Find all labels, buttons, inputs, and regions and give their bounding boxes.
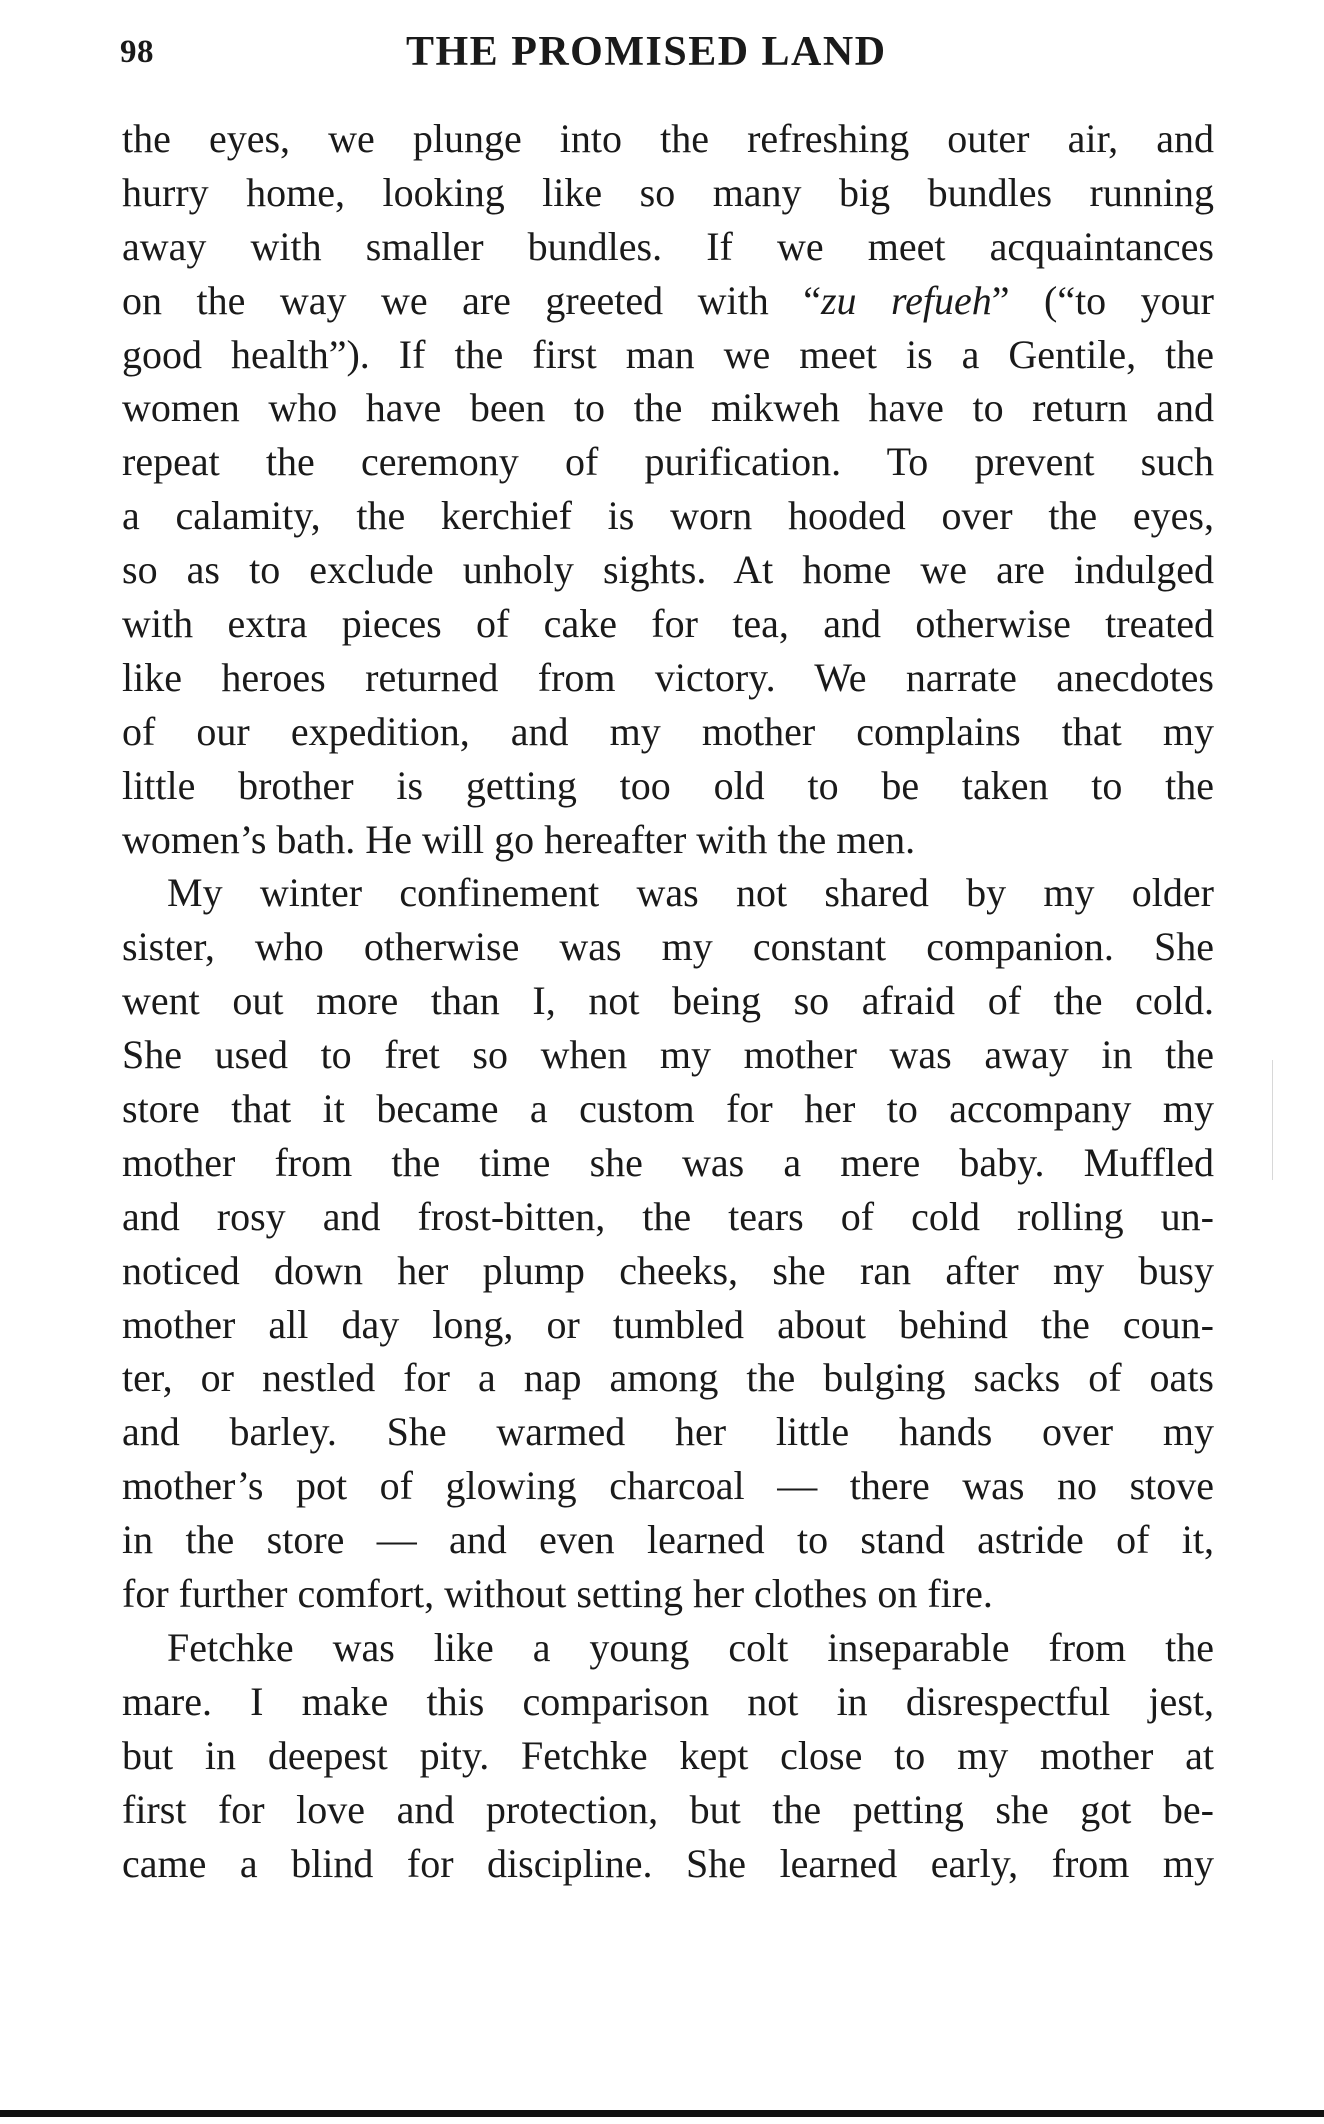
text-line: like heroes returned from victory. We narrate anecdotes — [122, 654, 1214, 700]
text-line: noticed down her plump cheeks, she ran after my busy — [122, 1247, 1214, 1293]
page-number: 98 — [120, 34, 154, 70]
text-line: mother all day long, or tumbled about behind the coun- — [122, 1301, 1214, 1347]
bottom-rule — [0, 2110, 1324, 2117]
text-line: and barley. She warmed her little hands over my — [122, 1409, 1214, 1455]
text-line: ter, or nestled for a nap among the bulging sacks of oats — [122, 1355, 1214, 1401]
text-line: the eyes, we plunge into the refreshing outer air, and — [122, 116, 1214, 161]
paragraph-start-line: Fetchke was like a young colt inseparable from the — [167, 1624, 1214, 1670]
paragraph-end-line: for further comfort, without setting her clothes on fire. — [122, 1571, 993, 1617]
body-text — [122, 112, 1214, 1890]
text-line: a calamity, the kerchief is worn hooded over the eyes, — [122, 493, 1214, 539]
text-segment: ” (“to your — [991, 277, 1214, 323]
text-line: She used to fret so when my mother was away in the — [122, 1032, 1214, 1078]
text-line-with-italic-phrase — [122, 274, 1214, 328]
text-line: store that it became a custom for her to accompany my — [122, 1086, 1214, 1132]
paragraph-start-line: My winter confinement was not shared by my older — [167, 870, 1214, 916]
text-line: sister, who otherwise was my constant companion. She — [122, 924, 1214, 970]
text-line: with extra pieces of cake for tea, and otherwise treated — [122, 601, 1214, 647]
book-title: THE PROMISED LAND — [406, 29, 887, 75]
text-line: of our expedition, and my mother complains that my — [122, 708, 1214, 754]
text-line: good health”). If the first man we meet is a Gentile, the — [122, 331, 1214, 377]
italic-phrase: zu refueh — [820, 277, 992, 323]
text-line: went out more than I, not being so afraid of the cold. — [122, 978, 1214, 1024]
text-line: away with smaller bundles. If we meet acquaintances — [122, 223, 1214, 269]
text-line: but in deepest pity. Fetchke kept close to my mother at — [122, 1732, 1214, 1778]
text-line: mare. I make this comparison not in disrespectful jest, — [122, 1678, 1214, 1724]
running-head — [120, 28, 1210, 82]
text-line: mother’s pot of glowing charcoal — there was no stove — [122, 1463, 1214, 1509]
text-line: hurry home, looking like so many big bundles running — [122, 169, 1214, 215]
text-line: repeat the ceremony of purification. To prevent such — [122, 439, 1214, 485]
text-line: so as to exclude unholy sights. At home we are indulged — [122, 547, 1214, 593]
text-line: women who have been to the mikweh have to return and — [122, 385, 1214, 431]
text-line: mother from the time she was a mere baby. Muffled — [122, 1139, 1214, 1185]
text-line: in the store — and even learned to stand astride of it, — [122, 1517, 1214, 1563]
paragraph-end-line: women’s bath. He will go hereafter with the men. — [122, 816, 916, 862]
text-line: first for love and protection, but the petting she got be- — [122, 1786, 1214, 1832]
scan-margin-mark — [1272, 1060, 1273, 1180]
text-line: and rosy and frost-bitten, the tears of cold rolling un- — [122, 1193, 1214, 1239]
text-line: little brother is getting too old to be taken to the — [122, 762, 1214, 808]
text-segment: on the way we are greeted with “ — [122, 277, 821, 323]
text-line: came a blind for discipline. She learned early, from my — [122, 1840, 1214, 1886]
